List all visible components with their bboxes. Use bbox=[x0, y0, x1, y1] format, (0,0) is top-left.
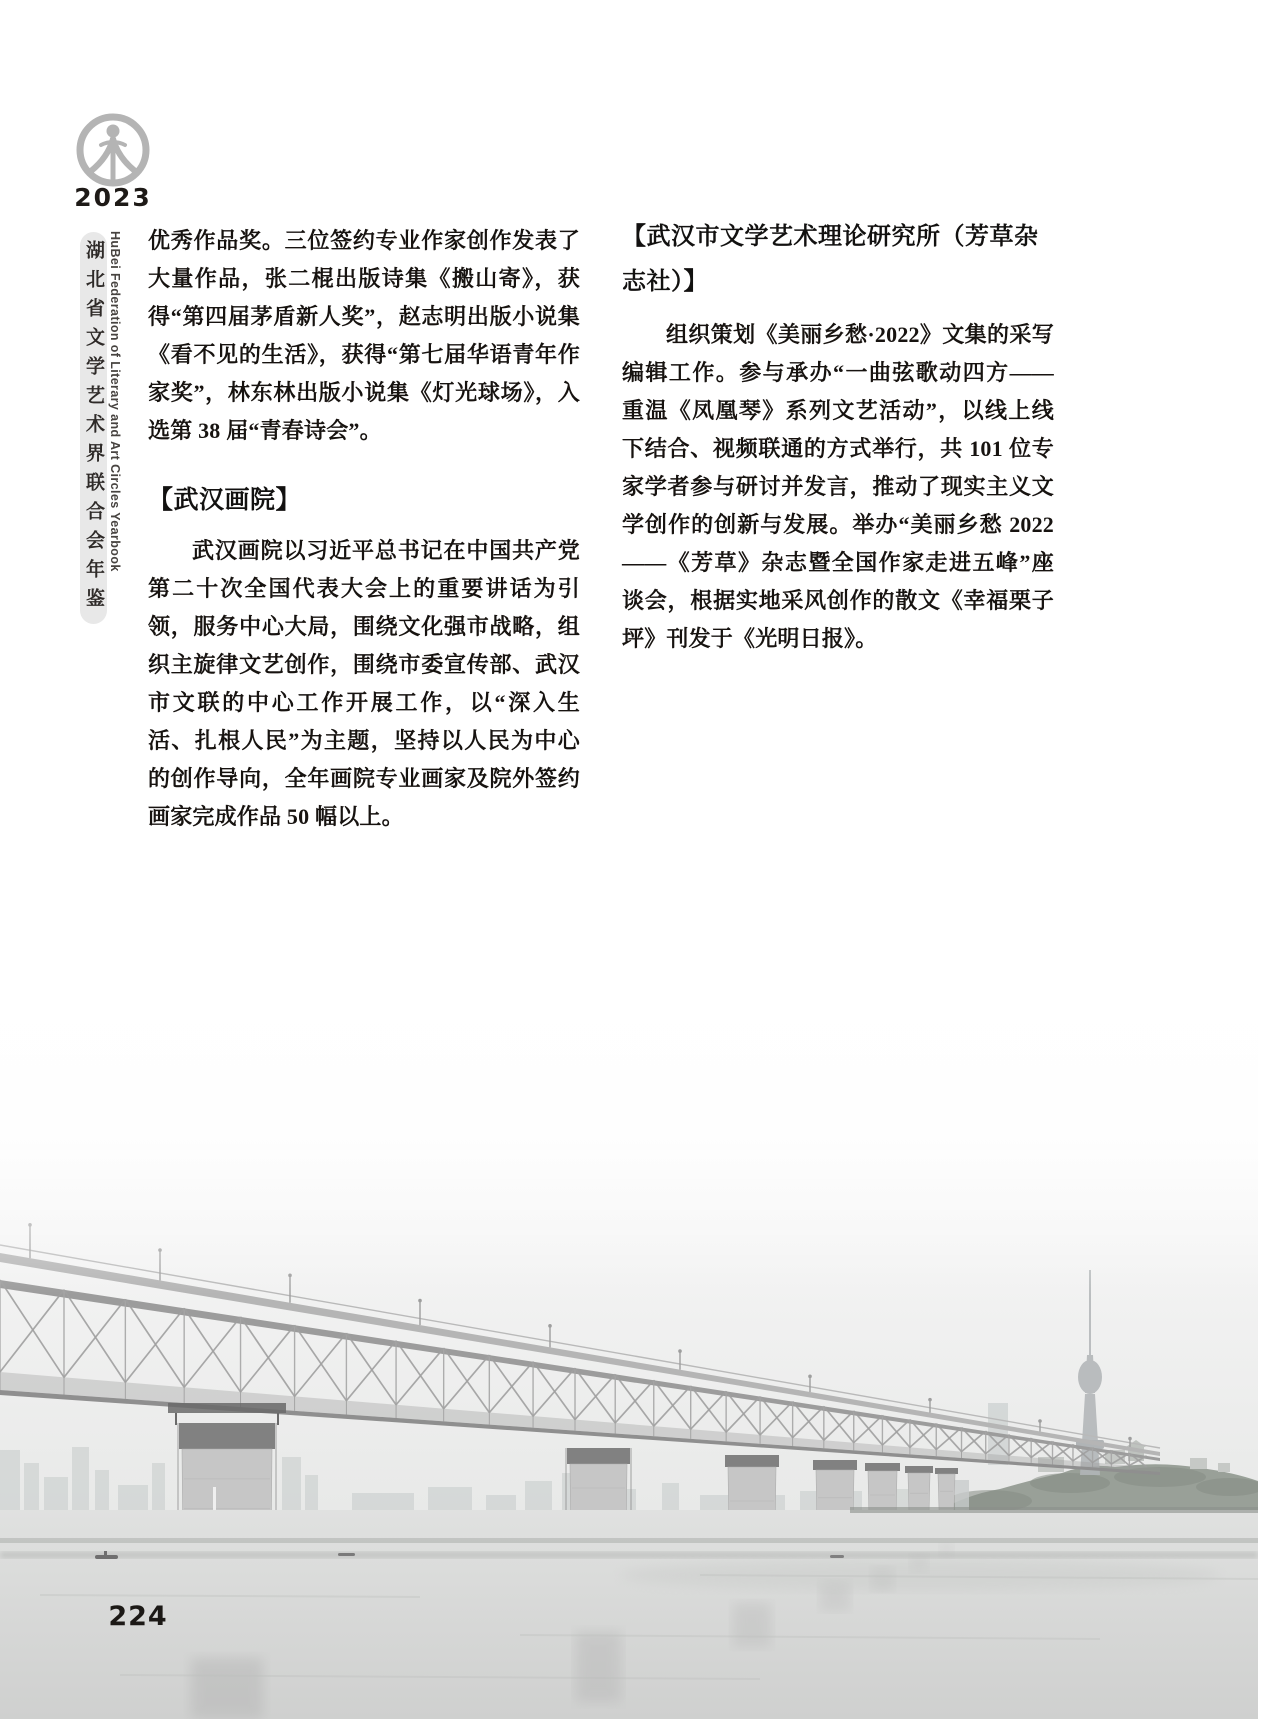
left-entry-heading: 【武汉画院】 bbox=[148, 486, 302, 514]
left-paragraph-1: 优秀作品奖。三位签约专业作家创作发表了大量作品，张二棍出版诗集《搬山寄》，获得“第四届茅盾新人奖”，赵志明出版小说集《看不见的生活》，获得“第七届华语青年作家奖”，林东林出版小说集《灯光球场》，入选第 38 届“青春诗会”。 bbox=[148, 228, 580, 443]
right-paragraph-1: 组织策划《美丽乡愁·2022》文集的采写编辑工作。参与承办“一曲弦歌动四方——重温《凤凰琴》系列文艺活动”，以线上线下结合、视频联通的方式举行，共 101 位专家学者参与研讨并发言，推动了现实主义文学创作的创新与发展。举办“美丽乡愁 2022——《芳草》杂志暨全国作家走进五峰”座谈会，根据实地采风创作的散文《幸福栗子坪》刊发于《光明日报》。 bbox=[622, 322, 1054, 651]
sidebar-title-cn: 湖北省文学艺术界联合会年鉴 bbox=[83, 239, 104, 617]
bridge-photo bbox=[0, 935, 1258, 1719]
sidebar-strip bbox=[80, 232, 107, 624]
far-shoreline bbox=[850, 1507, 1258, 1513]
near-shoreline bbox=[0, 1538, 1258, 1543]
left-paragraph-2: 武汉画院以习近平总书记在中国共产党第二十次全国代表大会上的重要讲话为引领，服务中心大局，围绕文化强市战略，组织主旋律文艺创作，围绕市委宣传部、武汉市文联的中心工作开展工作，以“深入生活、扎根人民”为主题，坚持以人民为中心的创作导向，全年画院专业画家及院外签约画家完成作品 50 幅以上。 bbox=[148, 538, 580, 829]
mist-overlay bbox=[0, 935, 1258, 1295]
right-entry-heading: 【武汉市文学艺术理论研究所（芳草杂志社）】 bbox=[622, 223, 1039, 295]
column-right bbox=[622, 214, 1054, 658]
page-number: 224 bbox=[108, 1601, 168, 1632]
sidebar-title-en: HuBei Federation of Literary and Art Circles Yearbook bbox=[108, 231, 122, 572]
year-label: 2023 bbox=[74, 183, 152, 212]
current-streak bbox=[0, 1552, 1258, 1558]
federation-logo-icon bbox=[72, 110, 154, 190]
column-left bbox=[148, 222, 580, 836]
